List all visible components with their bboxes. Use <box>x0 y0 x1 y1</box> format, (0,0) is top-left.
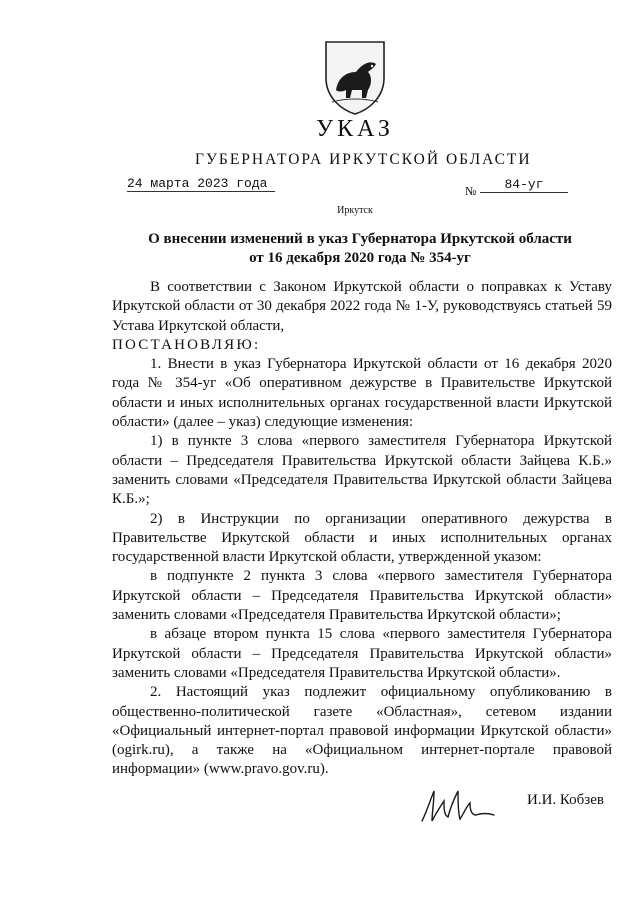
paragraph-preamble: В соответствии с Законом Иркутской области о поправках к Уставу Иркутской области от 30 декабря 2022 года № 1-У, руководствуясь статьей 59 Устава Иркутской области, <box>112 279 612 334</box>
paragraph-subitem-1: 1) в пункте 3 слова «первого заместителя Губернатора Иркутской области – Председателя Правительства Иркутской области Зайцева К.Б.» заменить словами «Председателя Правительства Иркутской области Зайцева К.Б.»; <box>112 433 612 508</box>
handwritten-signature-icon <box>418 783 496 827</box>
heading-line-2: от 16 декабря 2020 года № 354-уг <box>249 250 471 266</box>
coat-of-arms-icon <box>322 38 388 116</box>
paragraph-subpoint-b: в абзаце втором пункта 15 слова «первого заместителя Губернатора Иркутской области – Председателя Правительства Иркутской области» заменить словами «Председателя Правительства Иркутской области». <box>112 626 612 681</box>
paragraph-item-2: 2. Настоящий указ подлежит официальному опубликованию в общественно-политической газете «Областная», сетевом издании «Официальный интернет-портал правовой информации Иркутской области» (ogirk.ru), а также на «Официальном интернет-портале правовой информации» (www.pravo.gov.ru). <box>112 684 612 778</box>
number-sign: № <box>465 184 477 198</box>
doc-heading <box>120 230 600 268</box>
doc-number: 84-уг <box>480 177 568 193</box>
doc-city: Иркутск <box>337 205 373 216</box>
paragraph-subitem-2: 2) в Инструкции по организации оперативного дежурства в Правительстве Иркутской области и иных исполнительных органах государственной власти Иркутской области, утвержденной указом: <box>112 510 612 566</box>
signer-name: И.И. Кобзев <box>527 792 604 808</box>
heading-line-1: О внесении изменений в указ Губернатора Иркутской области <box>148 231 572 247</box>
doc-title: УКАЗ <box>316 116 394 142</box>
doc-body <box>112 278 612 780</box>
decree-word: ПОСТАНОВЛЯЮ: <box>112 336 261 353</box>
doc-subtitle: ГУБЕРНАТОРА ИРКУТСКОЙ ОБЛАСТИ <box>195 151 532 168</box>
doc-date: 24 марта 2023 года <box>127 176 275 192</box>
paragraph-item-1: 1. Внести в указ Губернатора Иркутской области от 16 декабря 2020 года № 354-уг «Об оперативном дежурстве в Правительстве Иркутской области и иных исполнительных органах государственной власти Иркутской области» (далее – указ) следующие изменения: <box>112 356 612 431</box>
paragraph-subpoint-a: в подпункте 2 пункта 3 слова «первого заместителя Губернатора Иркутской области – Председателя Правительства Иркутской области» заменить словами «Председателя Правительства Иркутской области»; <box>112 568 612 624</box>
